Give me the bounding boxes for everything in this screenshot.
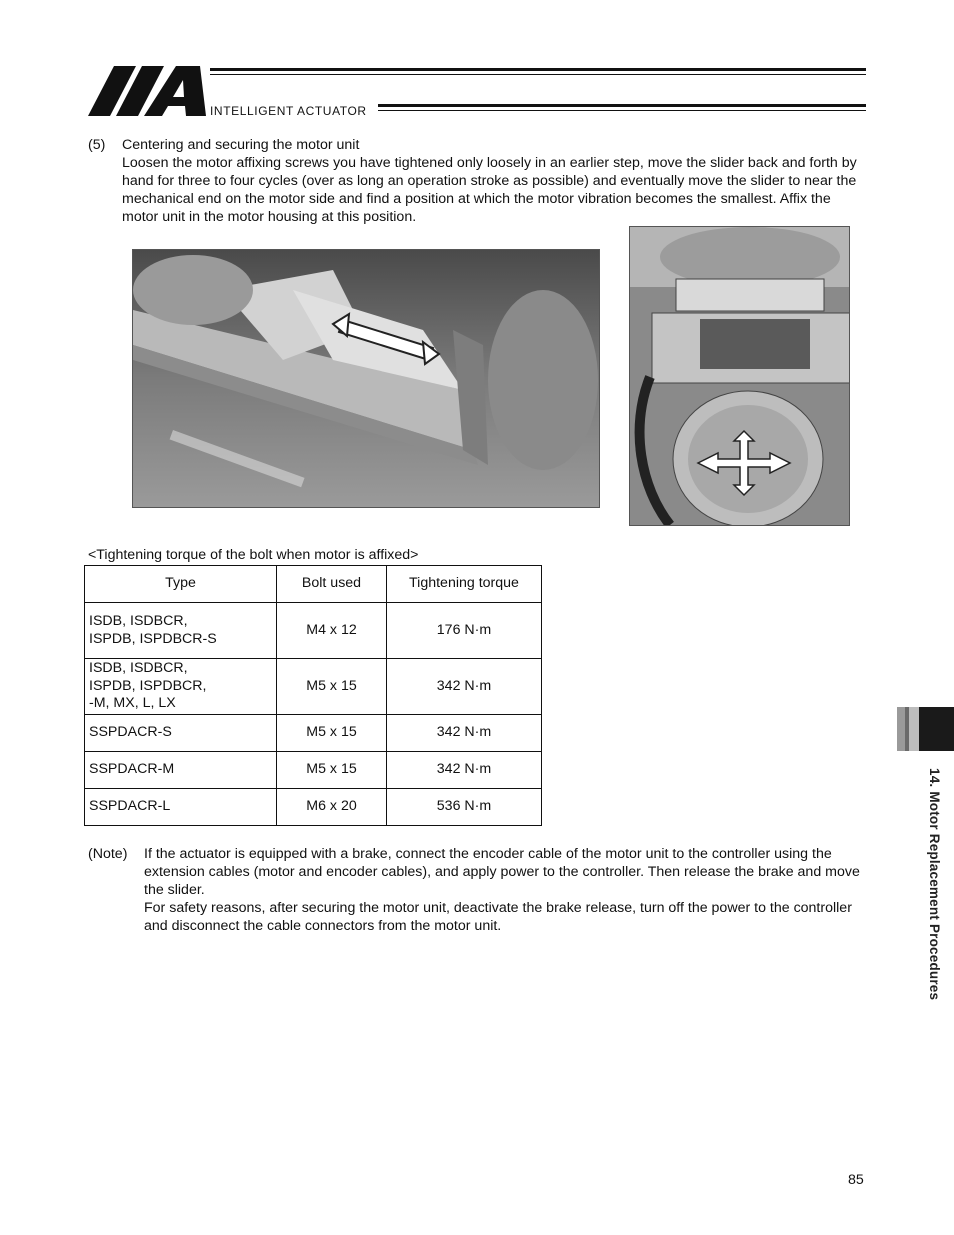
cell-bolt: M5 x 15 bbox=[277, 715, 387, 752]
note-label: (Note) bbox=[88, 846, 128, 862]
table-caption: <Tightening torque of the bolt when motor is affixed> bbox=[88, 547, 419, 563]
cell-torque: 536 N·m bbox=[387, 789, 542, 826]
header-torque: Tightening torque bbox=[387, 566, 542, 603]
table-row bbox=[85, 603, 542, 659]
table-row bbox=[85, 715, 542, 752]
note-paragraph-1: If the actuator is equipped with a brake, connect the encoder cable of the motor unit to the controller using the extension cables (motor and encoder cables), and apply power to the controller. Then release the brake and move the slider. bbox=[144, 846, 860, 898]
photo-slider-movement bbox=[132, 249, 600, 508]
header-type: Type bbox=[85, 566, 277, 603]
step-number: (5) bbox=[88, 137, 106, 153]
cell-bolt: M5 x 15 bbox=[277, 659, 387, 715]
note-body bbox=[144, 845, 870, 935]
photo-motor-centering bbox=[629, 226, 850, 526]
step-body: Loosen the motor affixing screws you have tightened only loosely in an earlier step, move the slider back and forth by hand for three to four cycles (over as long an operation stroke as possible) and eventually move the slider to near the mechanical end on the motor side and find a position at which the motor vibration becomes the smallest. Affix the motor unit in the motor housing at this position. bbox=[122, 155, 857, 225]
brand-name: INTELLIGENT ACTUATOR bbox=[210, 104, 367, 118]
header-rule-top bbox=[210, 68, 866, 71]
chapter-side-title: 14. Motor Replacement Procedures bbox=[927, 768, 942, 1001]
cell-torque: 342 N·m bbox=[387, 715, 542, 752]
cell-torque: 342 N·m bbox=[387, 752, 542, 789]
header-bolt: Bolt used bbox=[277, 566, 387, 603]
company-logo bbox=[88, 66, 210, 116]
cell-bolt: M4 x 12 bbox=[277, 603, 387, 659]
header-rule-top-thin bbox=[210, 74, 866, 75]
page-number: 85 bbox=[848, 1172, 864, 1188]
table-row bbox=[85, 789, 542, 826]
header-rule-bottom-thin bbox=[378, 110, 866, 111]
note-paragraph-2: For safety reasons, after securing the motor unit, deactivate the brake release, turn off the power to the controller and disconnect the cable connectors from the motor unit. bbox=[144, 900, 852, 934]
cell-type: SSPDACR-L bbox=[85, 789, 277, 826]
cell-torque: 342 N·m bbox=[387, 659, 542, 715]
table-header-row bbox=[85, 566, 542, 603]
cell-type: ISDB, ISDBCR, ISPDB, ISPDBCR-S bbox=[85, 603, 277, 659]
torque-table bbox=[84, 565, 542, 826]
chapter-tab-marker bbox=[897, 707, 954, 751]
photo-slider-illustration bbox=[133, 250, 599, 507]
cell-type: SSPDACR-M bbox=[85, 752, 277, 789]
cell-bolt: M5 x 15 bbox=[277, 752, 387, 789]
table-row bbox=[85, 659, 542, 715]
cell-bolt: M6 x 20 bbox=[277, 789, 387, 826]
cell-type: SSPDACR-S bbox=[85, 715, 277, 752]
photo-motor-illustration bbox=[630, 227, 849, 525]
header-rule-bottom bbox=[378, 104, 866, 107]
step-title: Centering and securing the motor unit bbox=[122, 137, 360, 153]
table-row bbox=[85, 752, 542, 789]
cell-torque: 176 N·m bbox=[387, 603, 542, 659]
cell-type: ISDB, ISDBCR, ISPDB, ISPDBCR, -M, MX, L, LX bbox=[85, 659, 277, 715]
